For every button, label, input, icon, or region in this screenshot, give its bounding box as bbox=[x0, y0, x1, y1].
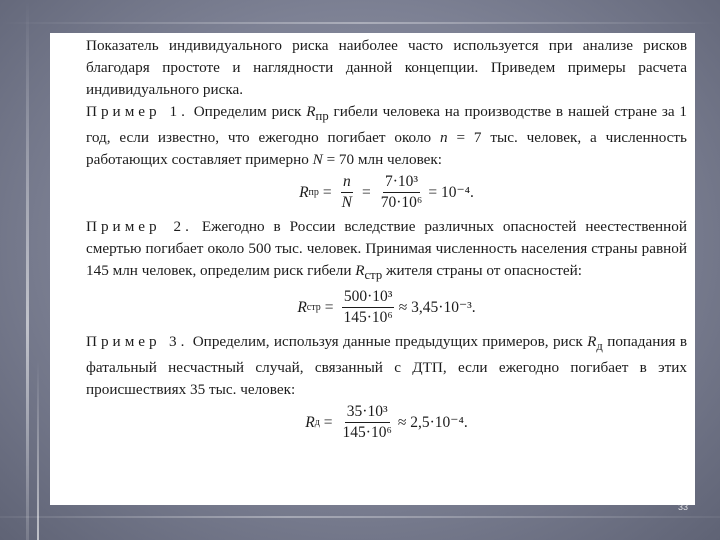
example-1-text-d: = 70 млн человек: bbox=[322, 151, 442, 169]
formula-3-subscript: д bbox=[314, 416, 320, 428]
example-3-text-b: попадания в фатальный несчастный случай, связанный с ДТП, если ежегодно погибает в этих происшествиях 35 тыс. человек: bbox=[86, 333, 688, 399]
decorative-vertical-line-2 bbox=[37, 360, 39, 540]
formula-1 bbox=[86, 173, 687, 212]
formula-2-numerator: 500·10³ bbox=[342, 288, 395, 308]
formula-2-result: ≈ 3,45·10⁻³. bbox=[398, 298, 476, 316]
formula-3-denominator: 145·10⁶ bbox=[342, 424, 392, 442]
example-3-label: Пример 3. bbox=[86, 333, 189, 351]
example-1-label: Пример 1. bbox=[86, 103, 189, 120]
decorative-horizontal-line-bottom bbox=[0, 516, 720, 518]
formula-1-n: n bbox=[342, 173, 351, 191]
formula-1-equals: = bbox=[322, 183, 332, 201]
decorative-vertical-line bbox=[26, 0, 29, 540]
formula-3-equals: = bbox=[323, 413, 333, 431]
example-3-text-a: Определим, используя данные предыдущих примеров, риск bbox=[192, 333, 588, 351]
formula-2-equals: = bbox=[324, 298, 334, 316]
formula-2-lhs: R bbox=[297, 298, 307, 316]
example-1-risk-symbol: R bbox=[306, 103, 316, 120]
example-2-text-b: жителя страны от опасностей: bbox=[382, 262, 582, 280]
example-2-paragraph bbox=[86, 216, 687, 286]
intro-paragraph bbox=[86, 35, 687, 101]
formula-1-result: = 10⁻⁴. bbox=[428, 183, 474, 201]
slide-page-number: 33 bbox=[677, 502, 688, 512]
example-1-text-a: Определим риск bbox=[193, 103, 307, 120]
formula-2 bbox=[86, 288, 687, 327]
formula-1-numerator-b: 7·10³ bbox=[383, 173, 420, 193]
formula-1-subscript: пр bbox=[308, 186, 319, 198]
example-2-text-a: Ежегодно в России вследствие различных опасностей неестественной смертью погибает около 500 тыс. человек. Принимая численность населения страны равной 145 млн человек, определим риск гибели bbox=[86, 218, 688, 280]
formula-1-fraction-b bbox=[379, 173, 425, 212]
example-3-risk-symbol: R bbox=[587, 333, 597, 351]
formula-1-numerator-a bbox=[341, 173, 353, 193]
example-3-paragraph bbox=[86, 331, 687, 401]
formula-2-subscript: стр bbox=[306, 301, 321, 313]
formula-1-denominator-b: 70·10⁶ bbox=[380, 194, 423, 212]
example-1-n-symbol: n bbox=[440, 129, 448, 147]
formula-3-lhs: R bbox=[305, 413, 315, 431]
formula-2-fraction bbox=[341, 288, 394, 327]
formula-1-fraction-a bbox=[340, 173, 354, 212]
example-1-text-c: = 7 тыс. человек, а численность работающих составляет примерно bbox=[86, 129, 687, 169]
formula-3 bbox=[86, 403, 687, 442]
example-1-risk-subscript: пр bbox=[315, 109, 329, 124]
example-2-label: Пример 2. bbox=[86, 218, 193, 236]
intro-text: Показатель индивидуального риска наиболее часто используется при анализе рисков благодаря простоте и наглядности данной концепции. Приведем примеры расчета индивидуального риска. bbox=[86, 37, 687, 98]
formula-1-denominator-a bbox=[340, 193, 354, 212]
formula-1-lhs: R bbox=[299, 183, 309, 201]
document-page bbox=[50, 33, 695, 505]
example-1-paragraph bbox=[86, 101, 687, 171]
formula-3-numerator: 35·10³ bbox=[345, 403, 390, 423]
example-1-N-symbol: N bbox=[312, 151, 323, 169]
example-3-risk-subscript: д bbox=[596, 339, 603, 354]
formula-1-N: N bbox=[341, 194, 352, 212]
formula-3-result: ≈ 2,5·10⁻⁴. bbox=[397, 413, 468, 431]
formula-2-denominator: 145·10⁶ bbox=[343, 309, 393, 327]
example-1-text-b: гибели человека на производстве в нашей стране за 1 год, если известно, что ежегодно погибает около bbox=[86, 103, 688, 147]
formula-3-fraction bbox=[341, 403, 394, 442]
example-2-risk-subscript: стр bbox=[364, 268, 383, 283]
example-2-risk-symbol: R bbox=[355, 262, 365, 280]
decorative-horizontal-line-top bbox=[0, 22, 720, 24]
formula-1-equals-2: = bbox=[362, 183, 371, 201]
